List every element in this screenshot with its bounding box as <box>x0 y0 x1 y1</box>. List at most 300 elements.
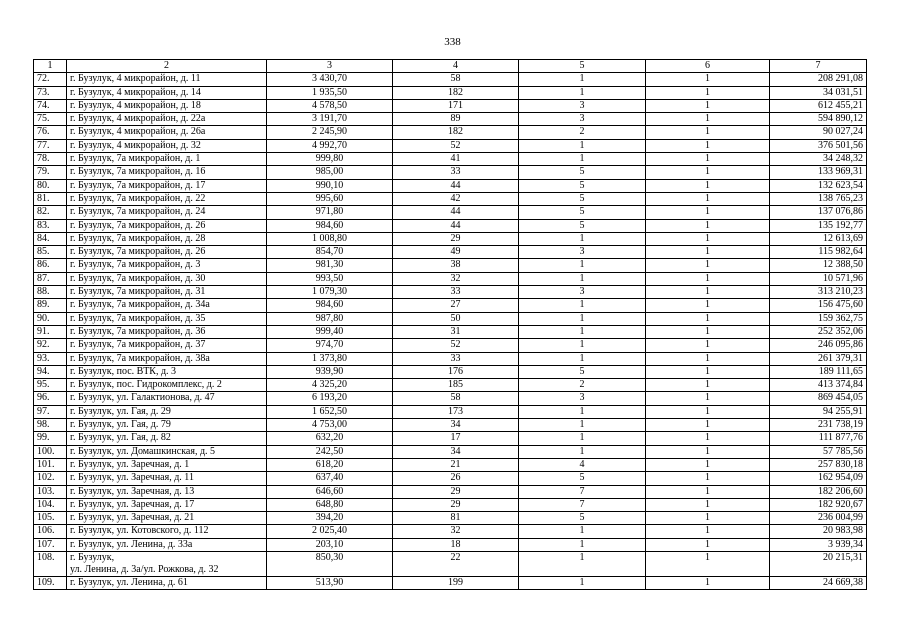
header-col-6: 6 <box>646 60 770 73</box>
cell-value-6: 1 <box>646 99 770 112</box>
cell-value-5: 1 <box>519 419 646 432</box>
cell-value-6: 1 <box>646 432 770 445</box>
cell-address: г. Бузулук, 7а микрорайон, д. 3 <box>67 259 267 272</box>
cell-row-number: 81. <box>34 192 67 205</box>
cell-amount: 612 455,21 <box>770 99 867 112</box>
cell-area: 939,90 <box>267 365 393 378</box>
cell-value-5: 5 <box>519 219 646 232</box>
cell-area: 990,10 <box>267 179 393 192</box>
cell-residents: 199 <box>393 576 519 589</box>
cell-address: г. Бузулук, 7а микрорайон, д. 17 <box>67 179 267 192</box>
cell-row-number: 105. <box>34 512 67 525</box>
cell-area: 648,80 <box>267 498 393 511</box>
cell-value-5: 1 <box>519 73 646 86</box>
cell-value-6: 1 <box>646 445 770 458</box>
cell-amount: 869 454,05 <box>770 392 867 405</box>
cell-value-5: 5 <box>519 512 646 525</box>
table-row <box>34 126 867 139</box>
cell-amount: 208 291,08 <box>770 73 867 86</box>
cell-residents: 185 <box>393 379 519 392</box>
cell-area: 632,20 <box>267 432 393 445</box>
cell-value-5: 7 <box>519 498 646 511</box>
cell-residents: 22 <box>393 551 519 576</box>
cell-value-6: 1 <box>646 538 770 551</box>
cell-area: 987,80 <box>267 312 393 325</box>
cell-value-5: 1 <box>519 299 646 312</box>
cell-residents: 29 <box>393 485 519 498</box>
cell-value-6: 1 <box>646 259 770 272</box>
cell-amount: 313 210,23 <box>770 286 867 299</box>
cell-amount: 156 475,60 <box>770 299 867 312</box>
table-row <box>34 272 867 285</box>
cell-area: 995,60 <box>267 192 393 205</box>
cell-value-5: 2 <box>519 379 646 392</box>
cell-amount: 111 877,76 <box>770 432 867 445</box>
cell-row-number: 94. <box>34 365 67 378</box>
cell-amount: 162 954,09 <box>770 472 867 485</box>
table-row <box>34 512 867 525</box>
cell-row-number: 83. <box>34 219 67 232</box>
cell-row-number: 107. <box>34 538 67 551</box>
cell-amount: 57 785,56 <box>770 445 867 458</box>
cell-value-6: 1 <box>646 312 770 325</box>
cell-value-5: 7 <box>519 485 646 498</box>
cell-value-6: 1 <box>646 126 770 139</box>
cell-address: г. Бузулук, 7а микрорайон, д. 35 <box>67 312 267 325</box>
cell-address: г. Бузулук, ул. Заречная, д. 13 <box>67 485 267 498</box>
cell-value-5: 1 <box>519 576 646 589</box>
cell-residents: 42 <box>393 192 519 205</box>
table-row <box>34 405 867 418</box>
cell-row-number: 97. <box>34 405 67 418</box>
cell-row-number: 75. <box>34 113 67 126</box>
cell-area: 999,80 <box>267 153 393 166</box>
cell-area: 1 652,50 <box>267 405 393 418</box>
cell-area: 646,60 <box>267 485 393 498</box>
cell-address: г. Бузулук, 4 микрорайон, д. 26а <box>67 126 267 139</box>
table-row <box>34 139 867 152</box>
table-row <box>34 419 867 432</box>
cell-address: г. Бузулук, 7а микрорайон, д. 24 <box>67 206 267 219</box>
cell-residents: 182 <box>393 86 519 99</box>
cell-area: 394,20 <box>267 512 393 525</box>
cell-address: г. Бузулук, ул. Гая, д. 79 <box>67 419 267 432</box>
cell-address: г. Бузулук, 7а микрорайон, д. 34а <box>67 299 267 312</box>
cell-row-number: 102. <box>34 472 67 485</box>
cell-area: 993,50 <box>267 272 393 285</box>
cell-value-6: 1 <box>646 458 770 471</box>
cell-area: 850,30 <box>267 551 393 576</box>
table-row <box>34 379 867 392</box>
cell-residents: 31 <box>393 325 519 338</box>
cell-value-6: 1 <box>646 419 770 432</box>
cell-address: г. Бузулук, 7а микрорайон, д. 26 <box>67 246 267 259</box>
cell-value-6: 1 <box>646 73 770 86</box>
cell-area: 4 753,00 <box>267 419 393 432</box>
table-row <box>34 259 867 272</box>
data-table <box>33 59 867 590</box>
cell-row-number: 92. <box>34 339 67 352</box>
cell-amount: 10 571,96 <box>770 272 867 285</box>
cell-value-6: 1 <box>646 392 770 405</box>
cell-value-5: 1 <box>519 339 646 352</box>
header-col-1: 1 <box>34 60 67 73</box>
cell-amount: 90 027,24 <box>770 126 867 139</box>
table-row <box>34 339 867 352</box>
cell-area: 4 992,70 <box>267 139 393 152</box>
table-row <box>34 365 867 378</box>
cell-amount: 413 374,84 <box>770 379 867 392</box>
cell-address: г. Бузулук, ул. Заречная, д. 17 <box>67 498 267 511</box>
cell-amount: 246 095,86 <box>770 339 867 352</box>
cell-row-number: 89. <box>34 299 67 312</box>
table-row <box>34 551 867 576</box>
cell-amount: 115 982,64 <box>770 246 867 259</box>
cell-residents: 44 <box>393 219 519 232</box>
table-row <box>34 485 867 498</box>
cell-row-number: 106. <box>34 525 67 538</box>
cell-area: 981,30 <box>267 259 393 272</box>
cell-value-5: 1 <box>519 432 646 445</box>
cell-value-5: 1 <box>519 272 646 285</box>
cell-amount: 20 215,31 <box>770 551 867 576</box>
cell-value-6: 1 <box>646 299 770 312</box>
cell-area: 618,20 <box>267 458 393 471</box>
cell-value-5: 4 <box>519 458 646 471</box>
cell-value-6: 1 <box>646 325 770 338</box>
cell-residents: 176 <box>393 365 519 378</box>
cell-value-5: 3 <box>519 99 646 112</box>
cell-address: г. Бузулук, ул. Гая, д. 29 <box>67 405 267 418</box>
cell-residents: 44 <box>393 206 519 219</box>
cell-row-number: 108. <box>34 551 67 576</box>
cell-amount: 138 765,23 <box>770 192 867 205</box>
cell-value-6: 1 <box>646 405 770 418</box>
cell-address: г. Бузулук, ул. Котовского, д. 112 <box>67 525 267 538</box>
table-row <box>34 286 867 299</box>
cell-value-5: 5 <box>519 192 646 205</box>
table-row <box>34 166 867 179</box>
cell-amount: 189 111,65 <box>770 365 867 378</box>
page-number: 338 <box>444 36 461 48</box>
cell-amount: 3 939,34 <box>770 538 867 551</box>
cell-amount: 132 623,54 <box>770 179 867 192</box>
cell-amount: 20 983,98 <box>770 525 867 538</box>
cell-address: г. Бузулук, 4 микрорайон, д. 18 <box>67 99 267 112</box>
cell-residents: 173 <box>393 405 519 418</box>
cell-row-number: 91. <box>34 325 67 338</box>
cell-residents: 58 <box>393 392 519 405</box>
cell-residents: 33 <box>393 166 519 179</box>
cell-value-5: 5 <box>519 472 646 485</box>
cell-residents: 34 <box>393 445 519 458</box>
header-col-5: 5 <box>519 60 646 73</box>
cell-residents: 33 <box>393 352 519 365</box>
cell-value-6: 1 <box>646 485 770 498</box>
cell-value-6: 1 <box>646 192 770 205</box>
cell-residents: 41 <box>393 153 519 166</box>
table-row <box>34 73 867 86</box>
cell-address: г. Бузулук, ул. Заречная, д. 21 <box>67 512 267 525</box>
cell-residents: 29 <box>393 232 519 245</box>
cell-row-number: 98. <box>34 419 67 432</box>
cell-value-6: 1 <box>646 139 770 152</box>
cell-amount: 261 379,31 <box>770 352 867 365</box>
cell-value-5: 1 <box>519 153 646 166</box>
cell-address: г. Бузулук, 7а микрорайон, д. 26 <box>67 219 267 232</box>
cell-value-5: 1 <box>519 325 646 338</box>
cell-address: г. Бузулук, ул. Гая, д. 82 <box>67 432 267 445</box>
cell-amount: 257 830,18 <box>770 458 867 471</box>
cell-area: 4 578,50 <box>267 99 393 112</box>
cell-address: г. Бузулук, ул. Заречная, д. 11 <box>67 472 267 485</box>
cell-row-number: 87. <box>34 272 67 285</box>
cell-address: г. Бузулук, 7а микрорайон, д. 1 <box>67 153 267 166</box>
table-row <box>34 458 867 471</box>
cell-value-5: 1 <box>519 139 646 152</box>
cell-row-number: 84. <box>34 232 67 245</box>
header-col-4: 4 <box>393 60 519 73</box>
cell-value-6: 1 <box>646 365 770 378</box>
cell-value-6: 1 <box>646 551 770 576</box>
cell-address: г. Бузулук, 7а микрорайон, д. 16 <box>67 166 267 179</box>
table-row <box>34 498 867 511</box>
table-row <box>34 219 867 232</box>
cell-row-number: 101. <box>34 458 67 471</box>
cell-area: 1 935,50 <box>267 86 393 99</box>
cell-value-6: 1 <box>646 219 770 232</box>
cell-residents: 58 <box>393 73 519 86</box>
cell-value-6: 1 <box>646 153 770 166</box>
table-row <box>34 538 867 551</box>
cell-address: г. Бузулук, 7а микрорайон, д. 22 <box>67 192 267 205</box>
cell-row-number: 100. <box>34 445 67 458</box>
cell-area: 3 430,70 <box>267 73 393 86</box>
cell-residents: 34 <box>393 419 519 432</box>
cell-value-5: 1 <box>519 259 646 272</box>
cell-value-5: 1 <box>519 405 646 418</box>
cell-row-number: 95. <box>34 379 67 392</box>
cell-value-6: 1 <box>646 206 770 219</box>
table-row <box>34 325 867 338</box>
cell-row-number: 78. <box>34 153 67 166</box>
cell-address: г. Бузулук, 4 микрорайон, д. 11 <box>67 73 267 86</box>
header-col-7: 7 <box>770 60 867 73</box>
cell-value-6: 1 <box>646 113 770 126</box>
cell-amount: 34 248,32 <box>770 153 867 166</box>
cell-area: 513,90 <box>267 576 393 589</box>
cell-residents: 38 <box>393 259 519 272</box>
cell-residents: 33 <box>393 286 519 299</box>
table-row <box>34 352 867 365</box>
cell-row-number: 103. <box>34 485 67 498</box>
cell-value-6: 1 <box>646 525 770 538</box>
cell-value-5: 1 <box>519 232 646 245</box>
cell-amount: 135 192,77 <box>770 219 867 232</box>
cell-address: г. Бузулук, пос. Гидрокомплекс, д. 2 <box>67 379 267 392</box>
cell-row-number: 79. <box>34 166 67 179</box>
cell-area: 4 325,20 <box>267 379 393 392</box>
cell-value-5: 5 <box>519 166 646 179</box>
cell-value-5: 5 <box>519 365 646 378</box>
table-row <box>34 113 867 126</box>
cell-amount: 133 969,31 <box>770 166 867 179</box>
cell-value-6: 1 <box>646 286 770 299</box>
cell-residents: 171 <box>393 99 519 112</box>
cell-row-number: 96. <box>34 392 67 405</box>
cell-row-number: 90. <box>34 312 67 325</box>
cell-row-number: 99. <box>34 432 67 445</box>
cell-address: г. Бузулук, 7а микрорайон, д. 37 <box>67 339 267 352</box>
table-row <box>34 472 867 485</box>
cell-address: г. Бузулук, ул. Галактионова, д. 47 <box>67 392 267 405</box>
cell-row-number: 86. <box>34 259 67 272</box>
cell-residents: 89 <box>393 113 519 126</box>
cell-amount: 159 362,75 <box>770 312 867 325</box>
cell-address: г. Бузулук, 7а микрорайон, д. 38а <box>67 352 267 365</box>
cell-amount: 137 076,86 <box>770 206 867 219</box>
cell-amount: 182 920,67 <box>770 498 867 511</box>
cell-value-6: 1 <box>646 339 770 352</box>
table-row <box>34 206 867 219</box>
cell-area: 1 079,30 <box>267 286 393 299</box>
table-row <box>34 432 867 445</box>
cell-address: г. Бузулук, 7а микрорайон, д. 31 <box>67 286 267 299</box>
cell-area: 985,00 <box>267 166 393 179</box>
cell-area: 6 193,20 <box>267 392 393 405</box>
cell-amount: 24 669,38 <box>770 576 867 589</box>
cell-value-5: 1 <box>519 352 646 365</box>
cell-value-5: 5 <box>519 179 646 192</box>
cell-address: г. Бузулук, ул. Домашкинская, д. 5 <box>67 445 267 458</box>
cell-residents: 32 <box>393 272 519 285</box>
cell-value-6: 1 <box>646 246 770 259</box>
cell-area: 637,40 <box>267 472 393 485</box>
cell-area: 974,70 <box>267 339 393 352</box>
cell-value-6: 1 <box>646 272 770 285</box>
cell-row-number: 74. <box>34 99 67 112</box>
cell-row-number: 76. <box>34 126 67 139</box>
cell-value-6: 1 <box>646 86 770 99</box>
cell-residents: 29 <box>393 498 519 511</box>
cell-area: 984,60 <box>267 219 393 232</box>
cell-amount: 182 206,60 <box>770 485 867 498</box>
cell-address: г. Бузулук, ул. Ленина, д. 61 <box>67 576 267 589</box>
cell-residents: 44 <box>393 179 519 192</box>
cell-amount: 376 501,56 <box>770 139 867 152</box>
cell-address: г. Бузулук, 7а микрорайон, д. 36 <box>67 325 267 338</box>
cell-residents: 27 <box>393 299 519 312</box>
cell-residents: 21 <box>393 458 519 471</box>
cell-row-number: 82. <box>34 206 67 219</box>
cell-value-5: 5 <box>519 206 646 219</box>
table-row <box>34 246 867 259</box>
table-row <box>34 99 867 112</box>
cell-residents: 18 <box>393 538 519 551</box>
cell-address: г. Бузулук, 7а микрорайон, д. 30 <box>67 272 267 285</box>
cell-address: г. Бузулук, 4 микрорайон, д. 32 <box>67 139 267 152</box>
table-row <box>34 179 867 192</box>
cell-address: г. Бузулук, пос. ВТК, д. 3 <box>67 365 267 378</box>
cell-value-5: 1 <box>519 86 646 99</box>
cell-amount: 12 613,69 <box>770 232 867 245</box>
header-col-3: 3 <box>267 60 393 73</box>
cell-value-6: 1 <box>646 179 770 192</box>
cell-area: 2 245,90 <box>267 126 393 139</box>
cell-value-6: 1 <box>646 576 770 589</box>
cell-value-6: 1 <box>646 472 770 485</box>
table-row <box>34 312 867 325</box>
cell-value-6: 1 <box>646 166 770 179</box>
table-row <box>34 525 867 538</box>
cell-area: 984,60 <box>267 299 393 312</box>
cell-area: 3 191,70 <box>267 113 393 126</box>
cell-amount: 94 255,91 <box>770 405 867 418</box>
cell-residents: 52 <box>393 139 519 152</box>
cell-address: г. Бузулук, 4 микрорайон, д. 14 <box>67 86 267 99</box>
cell-value-5: 3 <box>519 286 646 299</box>
cell-amount: 12 388,50 <box>770 259 867 272</box>
cell-value-6: 1 <box>646 232 770 245</box>
cell-residents: 32 <box>393 525 519 538</box>
cell-row-number: 88. <box>34 286 67 299</box>
cell-residents: 81 <box>393 512 519 525</box>
cell-value-5: 1 <box>519 551 646 576</box>
cell-value-5: 1 <box>519 445 646 458</box>
cell-area: 1 373,80 <box>267 352 393 365</box>
cell-address: г. Бузулук, 7а микрорайон, д. 28 <box>67 232 267 245</box>
cell-residents: 182 <box>393 126 519 139</box>
cell-area: 1 008,80 <box>267 232 393 245</box>
cell-value-5: 2 <box>519 126 646 139</box>
cell-row-number: 72. <box>34 73 67 86</box>
cell-value-6: 1 <box>646 498 770 511</box>
cell-row-number: 73. <box>34 86 67 99</box>
table-body <box>34 73 867 590</box>
header-col-2: 2 <box>67 60 267 73</box>
cell-value-5: 3 <box>519 392 646 405</box>
cell-amount: 252 352,06 <box>770 325 867 338</box>
cell-row-number: 85. <box>34 246 67 259</box>
table-row <box>34 392 867 405</box>
cell-row-number: 80. <box>34 179 67 192</box>
cell-row-number: 77. <box>34 139 67 152</box>
cell-amount: 34 031,51 <box>770 86 867 99</box>
cell-value-5: 1 <box>519 525 646 538</box>
cell-value-6: 1 <box>646 512 770 525</box>
table-row <box>34 192 867 205</box>
cell-value-5: 1 <box>519 312 646 325</box>
cell-residents: 49 <box>393 246 519 259</box>
cell-value-5: 3 <box>519 113 646 126</box>
table-row <box>34 576 867 589</box>
cell-address: г. Бузулук, 4 микрорайон, д. 22а <box>67 113 267 126</box>
table-row <box>34 299 867 312</box>
cell-area: 971,80 <box>267 206 393 219</box>
cell-area: 242,50 <box>267 445 393 458</box>
cell-row-number: 109. <box>34 576 67 589</box>
cell-amount: 594 890,12 <box>770 113 867 126</box>
cell-area: 203,10 <box>267 538 393 551</box>
cell-amount: 236 004,99 <box>770 512 867 525</box>
cell-area: 854,70 <box>267 246 393 259</box>
cell-value-6: 1 <box>646 352 770 365</box>
cell-value-6: 1 <box>646 379 770 392</box>
table-row <box>34 153 867 166</box>
cell-amount: 231 738,19 <box>770 419 867 432</box>
cell-area: 999,40 <box>267 325 393 338</box>
table-row <box>34 445 867 458</box>
